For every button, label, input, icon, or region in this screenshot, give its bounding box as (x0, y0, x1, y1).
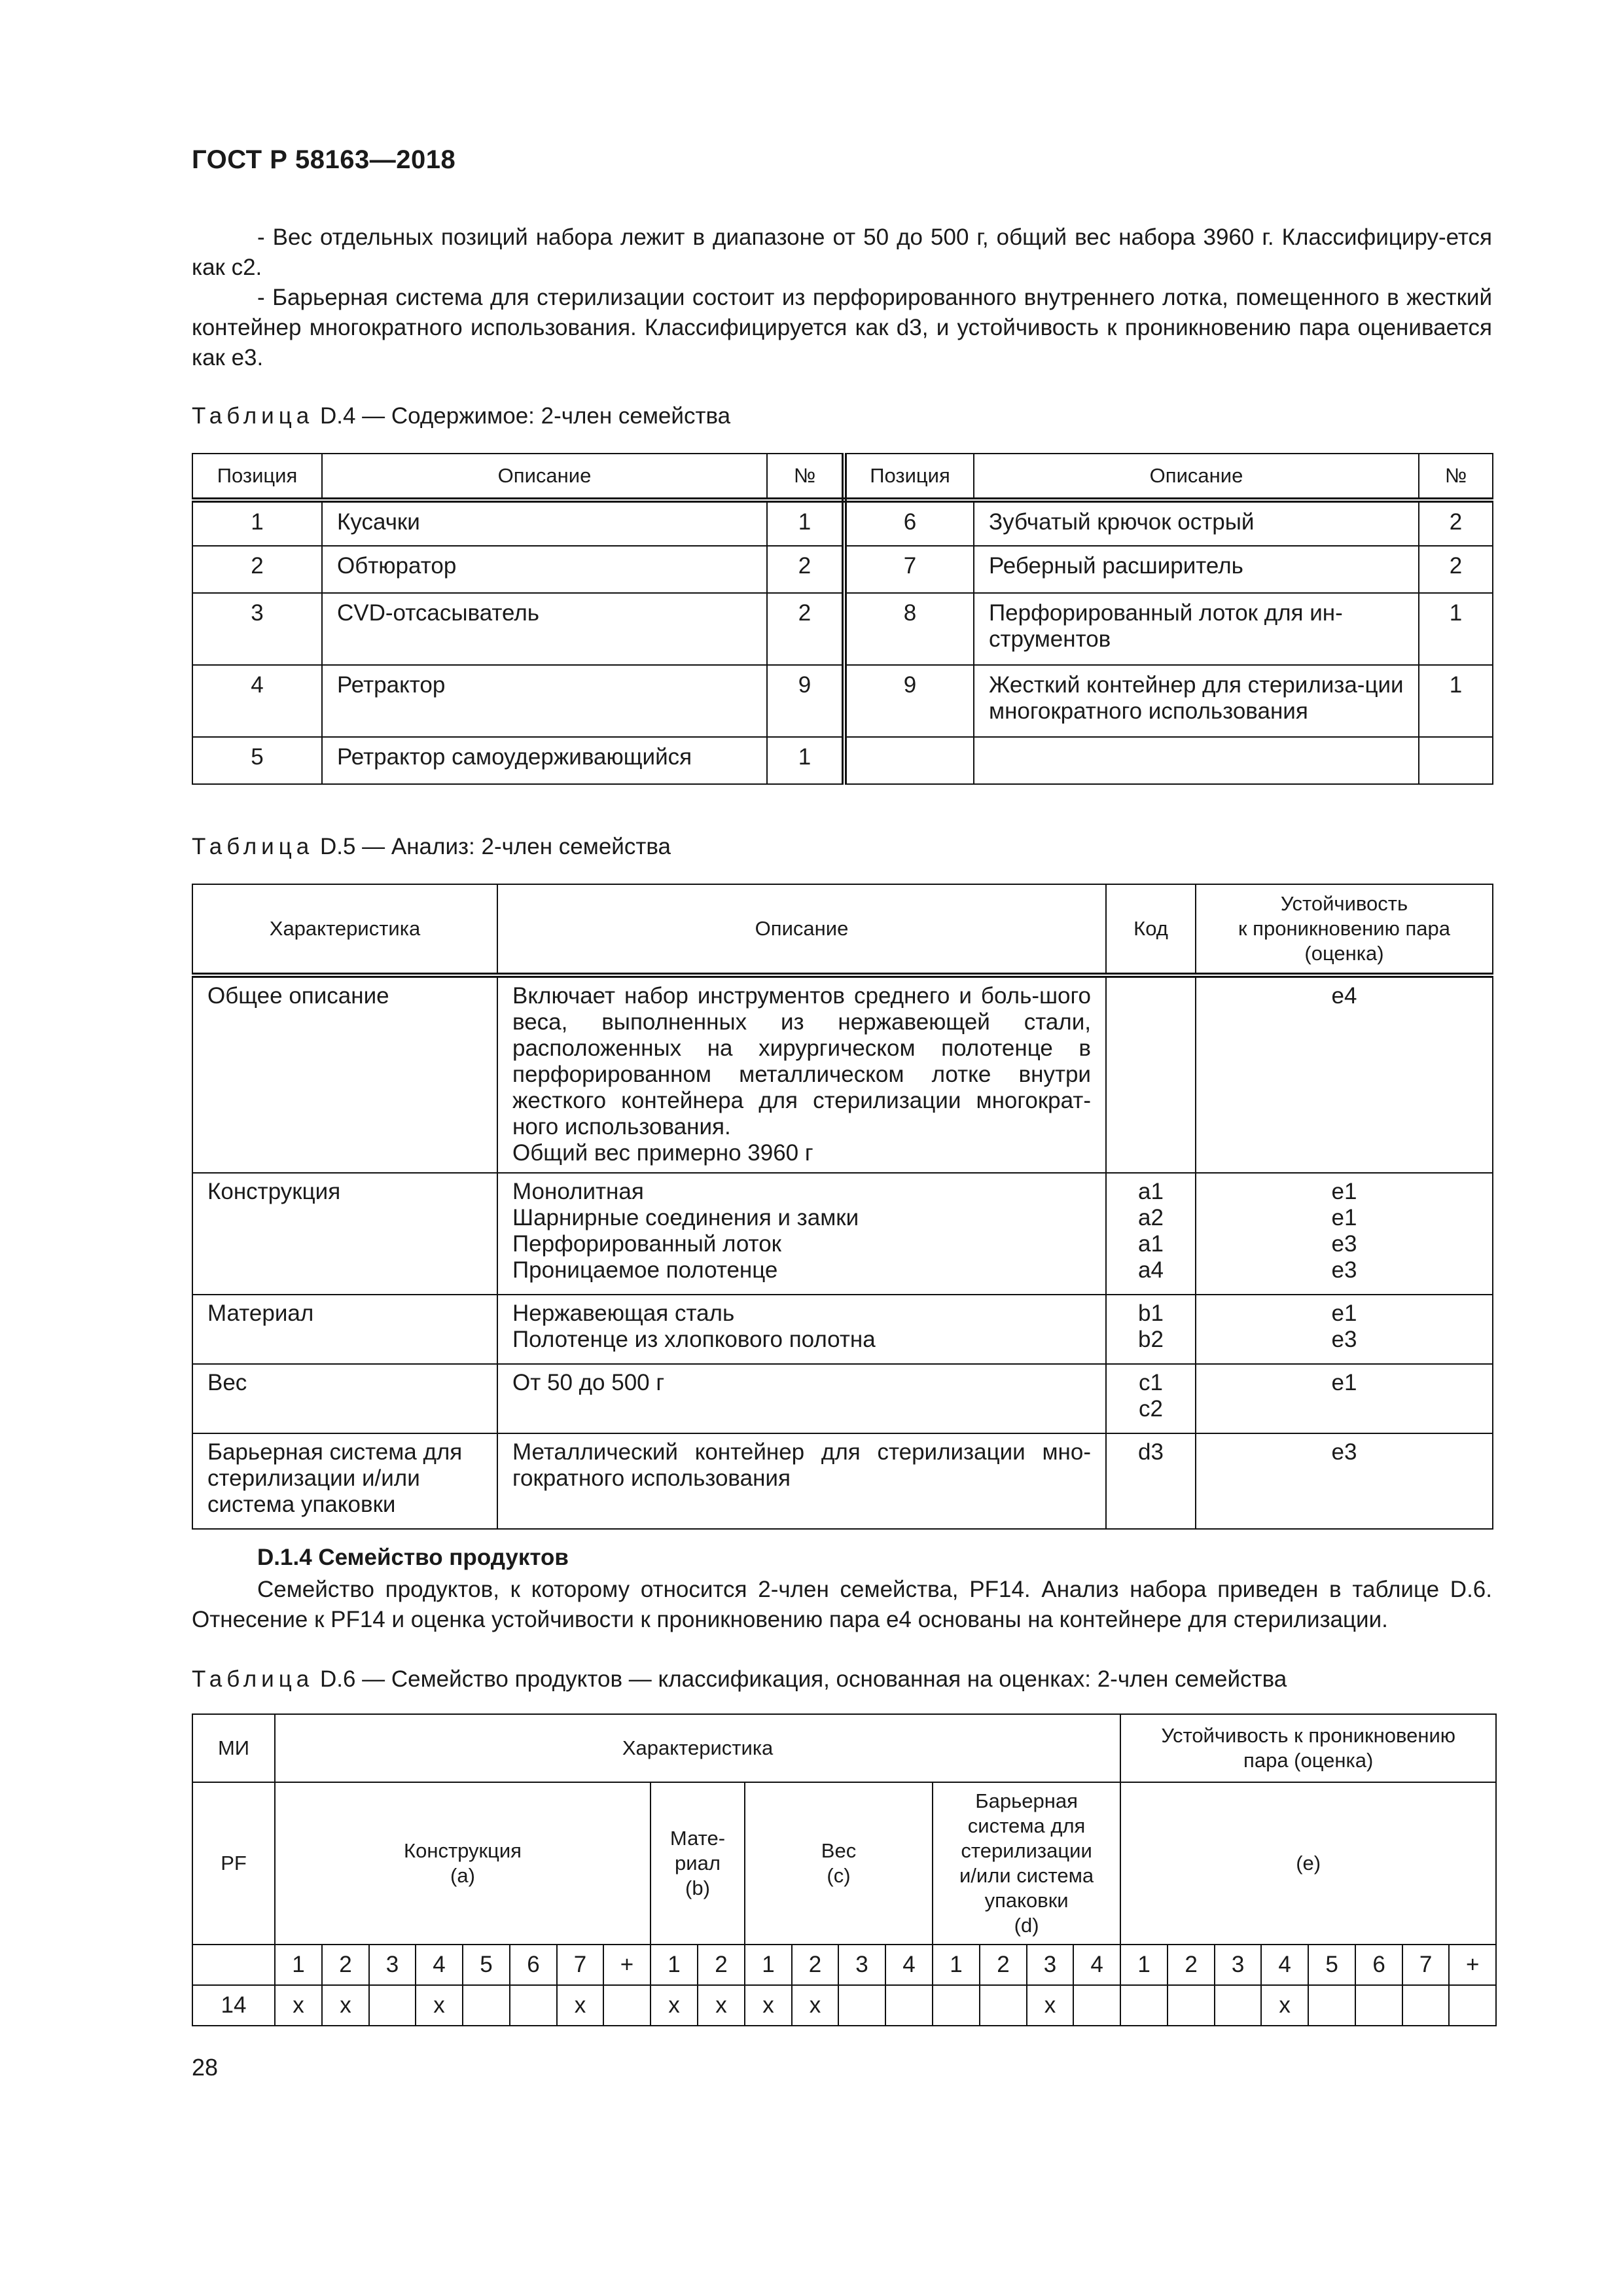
table-header-row (192, 454, 1493, 500)
cell-mark (603, 1985, 651, 2026)
cell-mark (1402, 1985, 1449, 2026)
section-title: D.1.4 Семейство продуктов (257, 1545, 569, 1570)
table-row (192, 546, 1493, 593)
cell-number: 2 (1168, 1945, 1215, 1985)
cell-number: 2 (767, 593, 844, 665)
header-barrier-system: Барьерная система для стерилизации и/или система упаковки (d) (933, 1782, 1120, 1945)
cell-description (974, 737, 1419, 784)
intro-paragraph-1: - Вес отдельных позиций набора лежит в диапазоне от 50 до 500 г, общий вес набора 3960 г. Классифициру-ется как с2. (192, 224, 1492, 280)
cell-number: 9 (767, 665, 844, 737)
description-weight: Общий вес примерно 3960 г (512, 1140, 813, 1166)
cell-description: От 50 до 500 г (497, 1364, 1106, 1433)
table-row (192, 593, 1493, 665)
table-d5-caption: Таблица D.5 — Анализ: 2-член семейства (192, 834, 671, 859)
cell-number: 2 (767, 546, 844, 593)
cell-mark: x (1261, 1985, 1308, 2026)
table-row (192, 665, 1493, 737)
header-construction: Конструкция (a) (275, 1782, 651, 1945)
cell-code: d3 (1106, 1433, 1196, 1529)
intro-paragraph-2: - Барьерная система для стерилизации состоит из перфорированного внутреннего лотка, помещенного в жесткий контейнер многократного использования. Классифицируется как d3, и устойчивость к проникновению пара оценивается как е3. (192, 285, 1492, 370)
cell-rating: e1 e3 (1196, 1295, 1493, 1364)
header-pf: PF (192, 1782, 275, 1945)
cell-number: 3 (838, 1945, 885, 1985)
cell-position: 5 (192, 737, 322, 784)
cell-mark: x (792, 1985, 838, 2026)
cell-characteristic: Конструкция (192, 1173, 497, 1295)
cell-description: Перфорированный лоток для ин-струментов (974, 593, 1419, 665)
cell-number: 2 (980, 1945, 1027, 1985)
cell-number: 4 (416, 1945, 463, 1985)
cell-mark (1355, 1985, 1402, 2026)
table-d5 (192, 884, 1493, 1530)
cell-description: Монолитная Шарнирные соединения и замки Перфорированный лоток Проницаемое полотенце (497, 1173, 1106, 1295)
header-number: № (767, 454, 844, 500)
table-d4 (192, 453, 1493, 785)
cell-pf: 14 (192, 1985, 275, 2026)
cell-description: Реберный расширитель (974, 546, 1419, 593)
cell-description: Металлический контейнер для стерилизации мно-гократного использования (497, 1433, 1106, 1529)
cell-rating: e1 e1 e3 e3 (1196, 1173, 1493, 1295)
cell-characteristic: Барьерная система для стерилизации и/или система упаковки (192, 1433, 497, 1529)
cell-mark (510, 1985, 557, 2026)
table-header-row (192, 884, 1493, 975)
cell-number: 1 (767, 500, 844, 546)
cell-mark: x (651, 1985, 698, 2026)
cell-description: Нержавеющая сталь Полотенце из хлопкового полотна (497, 1295, 1106, 1364)
cell-position: 4 (192, 665, 322, 737)
header-material: Мате- риал (b) (651, 1782, 745, 1945)
header-description: Описание (497, 884, 1106, 975)
cell-rating: е4 (1196, 975, 1493, 1173)
header-position: Позиция (192, 454, 322, 500)
document-header: ГОСТ Р 58163—2018 (192, 145, 456, 174)
header-rating: Устойчивость к проникновению пара (оценка) (1196, 884, 1493, 975)
table-number-row (192, 1945, 1496, 1985)
cell-number: 5 (463, 1945, 510, 1985)
cell-position: 9 (844, 665, 974, 737)
cell-number: 1 (1120, 1945, 1168, 1985)
cell-number: 2 (1419, 546, 1493, 593)
cell-empty (192, 1945, 275, 1985)
cell-position: 7 (844, 546, 974, 593)
cell-number: + (603, 1945, 651, 1985)
header-characteristic: Характеристика (275, 1714, 1120, 1782)
section-paragraph: Семейство продуктов, к которому относится 2-член семейства, PF14. Анализ набора приведен в таблице D.6. Отнесение к PF14 и оценка устойчивости к проникновению пара е4 основаны на контейнере для стерилизации. (192, 1577, 1492, 1632)
cell-mark: x (557, 1985, 603, 2026)
cell-description: Жесткий контейнер для стерилиза-ции многократного использования (974, 665, 1419, 737)
cell-description: Обтюратор (322, 546, 767, 593)
cell-number: 3 (369, 1945, 416, 1985)
cell-number: 3 (1215, 1945, 1261, 1985)
cell-position (844, 737, 974, 784)
table-header-row (192, 1714, 1496, 1782)
cell-code (1106, 975, 1196, 1173)
cell-number: 7 (557, 1945, 603, 1985)
cell-rating: e3 (1196, 1433, 1493, 1529)
table-row (192, 975, 1493, 1173)
cell-number: 6 (510, 1945, 557, 1985)
header-code: Код (1106, 884, 1196, 975)
table-row (192, 500, 1493, 546)
header-number: № (1419, 454, 1493, 500)
cell-number: 1 (933, 1945, 980, 1985)
cell-mark (838, 1985, 885, 2026)
table-d4-caption: Таблица D.4 — Содержимое: 2-член семейства (192, 403, 731, 429)
cell-description (497, 975, 1106, 1173)
table-header-row (192, 1782, 1496, 1945)
cell-number: 1 (1419, 593, 1493, 665)
cell-code: c1 c2 (1106, 1364, 1196, 1433)
cell-mark: x (275, 1985, 322, 2026)
cell-description: Ретрактор (322, 665, 767, 737)
intro-text (192, 223, 1492, 373)
table-d6-caption: Таблица D.6 — Семейство продуктов — классификация, основанная на оценках: 2-член семейства (192, 1666, 1287, 1692)
section-body (192, 1575, 1492, 1635)
cell-position: 8 (844, 593, 974, 665)
cell-number (1419, 737, 1493, 784)
cell-description: Ретрактор самоудерживающийся (322, 737, 767, 784)
cell-number: 6 (1355, 1945, 1402, 1985)
table-row (192, 737, 1493, 784)
cell-number: 5 (1308, 1945, 1355, 1985)
cell-number: 2 (698, 1945, 745, 1985)
cell-mark (369, 1985, 416, 2026)
cell-number: 2 (1419, 500, 1493, 546)
cell-number: 3 (1027, 1945, 1073, 1985)
cell-number: 4 (1073, 1945, 1120, 1985)
header-mi: МИ (192, 1714, 275, 1782)
header-description: Описание (322, 454, 767, 500)
cell-mark: x (1027, 1985, 1073, 2026)
cell-mark (980, 1985, 1027, 2026)
header-characteristic: Характеристика (192, 884, 497, 975)
cell-characteristic: Материал (192, 1295, 497, 1364)
table-row (192, 1173, 1493, 1295)
table-d6 (192, 1713, 1497, 2026)
cell-code: a1 a2 a1 a4 (1106, 1173, 1196, 1295)
cell-number: 4 (1261, 1945, 1308, 1985)
cell-description: Зубчатый крючок острый (974, 500, 1419, 546)
cell-number: 1 (745, 1945, 792, 1985)
cell-mark: x (698, 1985, 745, 2026)
cell-position: 1 (192, 500, 322, 546)
cell-number: 2 (792, 1945, 838, 1985)
cell-description: Кусачки (322, 500, 767, 546)
header-weight: Вес (c) (745, 1782, 933, 1945)
cell-position: 6 (844, 500, 974, 546)
cell-position: 3 (192, 593, 322, 665)
table-row (192, 1433, 1493, 1529)
header-steam-resistance: Устойчивость к проникновению пара (оценка) (1120, 1714, 1496, 1782)
cell-mark (1449, 1985, 1496, 2026)
table-row (192, 1985, 1496, 2026)
cell-description: CVD-отсасыватель (322, 593, 767, 665)
cell-number: 2 (322, 1945, 369, 1985)
cell-code: b1 b2 (1106, 1295, 1196, 1364)
cell-mark (1308, 1985, 1355, 2026)
cell-number: 4 (885, 1945, 933, 1985)
cell-position: 2 (192, 546, 322, 593)
cell-mark: x (745, 1985, 792, 2026)
cell-mark (1215, 1985, 1261, 2026)
cell-mark (1168, 1985, 1215, 2026)
cell-rating: e1 (1196, 1364, 1493, 1433)
cell-number: 7 (1402, 1945, 1449, 1985)
cell-mark: x (322, 1985, 369, 2026)
cell-mark (463, 1985, 510, 2026)
cell-mark (1073, 1985, 1120, 2026)
cell-mark: x (416, 1985, 463, 2026)
cell-mark (885, 1985, 933, 2026)
cell-mark (933, 1985, 980, 2026)
table-row (192, 1295, 1493, 1364)
cell-number: 1 (651, 1945, 698, 1985)
cell-number: + (1449, 1945, 1496, 1985)
description-text: Включает набор инструментов среднего и боль-шого веса, выполненных из нержавеющей стали, расположенных на хирургическом полотенце в перфорированном металлическом лотке внутри жесткого контейнера для стерилизации многократ-ного использования. (512, 983, 1091, 1139)
cell-mark (1120, 1985, 1168, 2026)
page-number: 28 (192, 2054, 219, 2081)
cell-characteristic: Вес (192, 1364, 497, 1433)
header-position: Позиция (844, 454, 974, 500)
cell-characteristic: Общее описание (192, 975, 497, 1173)
header-description: Описание (974, 454, 1419, 500)
table-row (192, 1364, 1493, 1433)
cell-number: 1 (275, 1945, 322, 1985)
cell-number: 1 (767, 737, 844, 784)
cell-number: 1 (1419, 665, 1493, 737)
header-rating: (e) (1120, 1782, 1496, 1945)
